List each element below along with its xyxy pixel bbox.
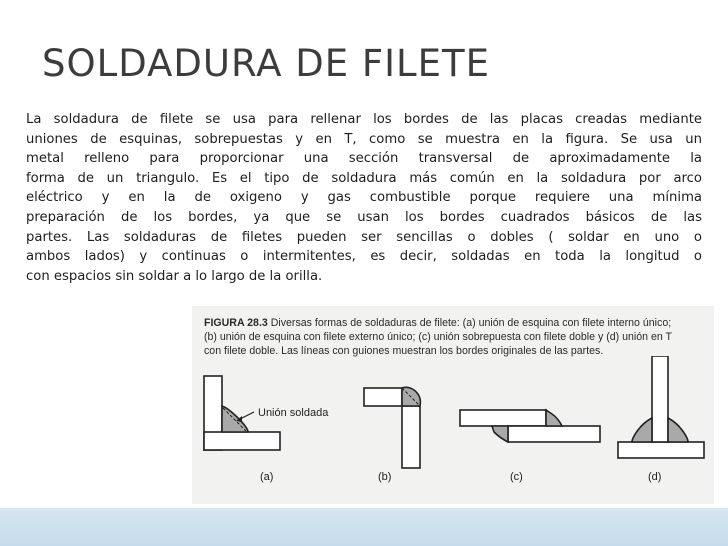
panel-label-c: (c)	[510, 471, 523, 483]
paragraph-line: eléctrico y en la de oxigeno y gas combustible porque requiere una mínima	[26, 190, 702, 206]
weld-diagram-d	[618, 356, 704, 458]
figure-caption	[204, 316, 720, 359]
panel-label-d: (d)	[648, 471, 662, 483]
bottom-decoration-band	[0, 508, 728, 546]
caption-line-3: con filete doble. Las líneas con guiones muestran los bordes originales de las partes.	[204, 345, 604, 358]
paragraph-line: ambos lados) y continuas o intermitentes, es decir, soldadas en toda la longitud o	[26, 249, 702, 265]
paragraph-line: uniones de esquinas, sobrepuestas y en T, como se muestra en la figura. Se usa un	[26, 131, 702, 147]
paragraph-line: La soldadura de filete se usa para rellenar los bordes de las placas creadas mediante	[26, 112, 702, 127]
weld-diagram-c	[460, 410, 600, 442]
paragraph-line: con espacios sin soldar a lo largo de la orilla.	[26, 268, 323, 284]
paragraph-line: partes. Las soldaduras de filetes pueden ser sencillas o dobles ( soldar en uno o	[26, 229, 702, 245]
slide-title: SOLDADURA DE FILETE	[42, 42, 491, 85]
paragraph-line: metal relleno para proporcionar una sección transversal de aproximadamente la	[26, 151, 702, 167]
panel-label-a: (a)	[260, 471, 274, 483]
fillet-weld-drawings	[192, 356, 714, 504]
callout-label: Unión soldada	[258, 407, 329, 419]
weld-diagram-b	[364, 387, 420, 468]
caption-line-1: Diversas formas de soldaduras de filete: (a) unión de esquina con filete interno único;	[267, 317, 672, 329]
description-paragraph	[26, 110, 702, 286]
paragraph-line: preparación de los bordes, ya que se usan los bordes cuadrados básicos de las	[26, 209, 702, 225]
caption-line-2: (b) unión de esquina con filete externo único; (c) unión sobrepuesta con filete doble y (d) unión en T	[204, 331, 672, 344]
paragraph-line: forma de un triangulo. Es el tipo de soldadura más común en la soldadura por arco	[26, 170, 702, 186]
panel-label-b: (b)	[378, 471, 392, 483]
caption-label: FIGURA 28.3	[204, 317, 268, 329]
